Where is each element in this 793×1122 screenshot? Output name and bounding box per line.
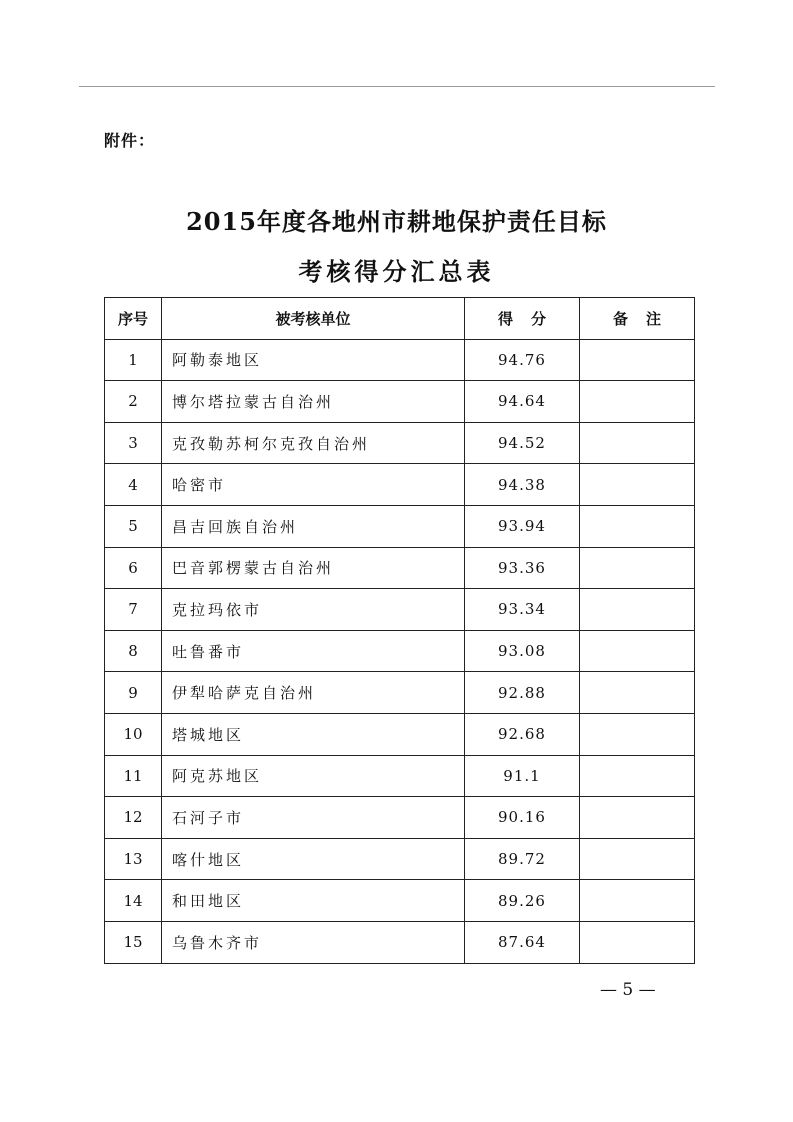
row-unit: 伊犁哈萨克自治州 — [162, 672, 465, 714]
row-note — [580, 713, 695, 755]
row-note — [580, 505, 695, 547]
row-index: 11 — [105, 755, 162, 797]
document-title-line1: 2015年度各地州市耕地保护责任目标 — [186, 207, 607, 236]
row-note — [580, 630, 695, 672]
row-index: 15 — [105, 921, 162, 963]
table-row — [105, 339, 695, 381]
row-unit: 吐鲁番市 — [162, 630, 465, 672]
row-index: 4 — [105, 464, 162, 506]
table-row — [105, 505, 695, 547]
row-score: 92.88 — [465, 672, 580, 714]
row-index: 7 — [105, 589, 162, 631]
row-index: 3 — [105, 422, 162, 464]
table-row — [105, 381, 695, 423]
row-unit: 石河子市 — [162, 797, 465, 839]
row-note — [580, 422, 695, 464]
column-header-index: 序号 — [105, 298, 162, 340]
row-note — [580, 797, 695, 839]
row-unit: 喀什地区 — [162, 838, 465, 880]
row-score: 89.26 — [465, 880, 580, 922]
row-index: 2 — [105, 381, 162, 423]
row-unit: 阿克苏地区 — [162, 755, 465, 797]
attachment-label: 附件： — [104, 131, 156, 150]
row-score: 87.64 — [465, 921, 580, 963]
row-score: 93.94 — [465, 505, 580, 547]
row-note — [580, 589, 695, 631]
row-note — [580, 880, 695, 922]
row-unit: 克孜勒苏柯尔克孜自治州 — [162, 422, 465, 464]
table-row — [105, 422, 695, 464]
row-index: 1 — [105, 339, 162, 381]
row-index: 12 — [105, 797, 162, 839]
row-score: 94.64 — [465, 381, 580, 423]
row-score: 94.38 — [465, 464, 580, 506]
row-score: 94.52 — [465, 422, 580, 464]
table-row — [105, 672, 695, 714]
row-index: 8 — [105, 630, 162, 672]
table-row — [105, 547, 695, 589]
row-note — [580, 464, 695, 506]
table-row — [105, 880, 695, 922]
row-note — [580, 672, 695, 714]
table-body — [105, 339, 695, 963]
row-score: 89.72 — [465, 838, 580, 880]
row-index: 13 — [105, 838, 162, 880]
row-score: 94.76 — [465, 339, 580, 381]
row-index: 5 — [105, 505, 162, 547]
table-row — [105, 921, 695, 963]
table-row — [105, 464, 695, 506]
row-unit: 克拉玛依市 — [162, 589, 465, 631]
row-note — [580, 921, 695, 963]
column-header-score: 得分 — [465, 298, 580, 340]
row-index: 9 — [105, 672, 162, 714]
row-index: 14 — [105, 880, 162, 922]
row-unit: 博尔塔拉蒙古自治州 — [162, 381, 465, 423]
row-score: 91.1 — [465, 755, 580, 797]
row-score: 92.68 — [465, 713, 580, 755]
row-unit: 阿勒泰地区 — [162, 339, 465, 381]
header-rule — [79, 86, 715, 87]
table-row — [105, 838, 695, 880]
row-unit: 塔城地区 — [162, 713, 465, 755]
table-row — [105, 755, 695, 797]
row-unit: 巴音郭楞蒙古自治州 — [162, 547, 465, 589]
row-note — [580, 755, 695, 797]
table-row — [105, 589, 695, 631]
row-note — [580, 339, 695, 381]
row-index: 10 — [105, 713, 162, 755]
table-header-row — [105, 298, 695, 340]
row-score: 93.34 — [465, 589, 580, 631]
table-row — [105, 630, 695, 672]
row-unit: 哈密市 — [162, 464, 465, 506]
row-score: 90.16 — [465, 797, 580, 839]
row-note — [580, 547, 695, 589]
document-title-line2: 考核得分汇总表 — [298, 257, 495, 286]
column-header-note: 备注 — [580, 298, 695, 340]
row-note — [580, 838, 695, 880]
row-index: 6 — [105, 547, 162, 589]
row-note — [580, 381, 695, 423]
page-number: — 5 — — [600, 980, 656, 1000]
row-unit: 昌吉回族自治州 — [162, 505, 465, 547]
score-table — [104, 297, 695, 964]
table-row — [105, 797, 695, 839]
table-row — [105, 713, 695, 755]
column-header-unit: 被考核单位 — [162, 298, 465, 340]
row-score: 93.36 — [465, 547, 580, 589]
row-score: 93.08 — [465, 630, 580, 672]
row-unit: 和田地区 — [162, 880, 465, 922]
row-unit: 乌鲁木齐市 — [162, 921, 465, 963]
